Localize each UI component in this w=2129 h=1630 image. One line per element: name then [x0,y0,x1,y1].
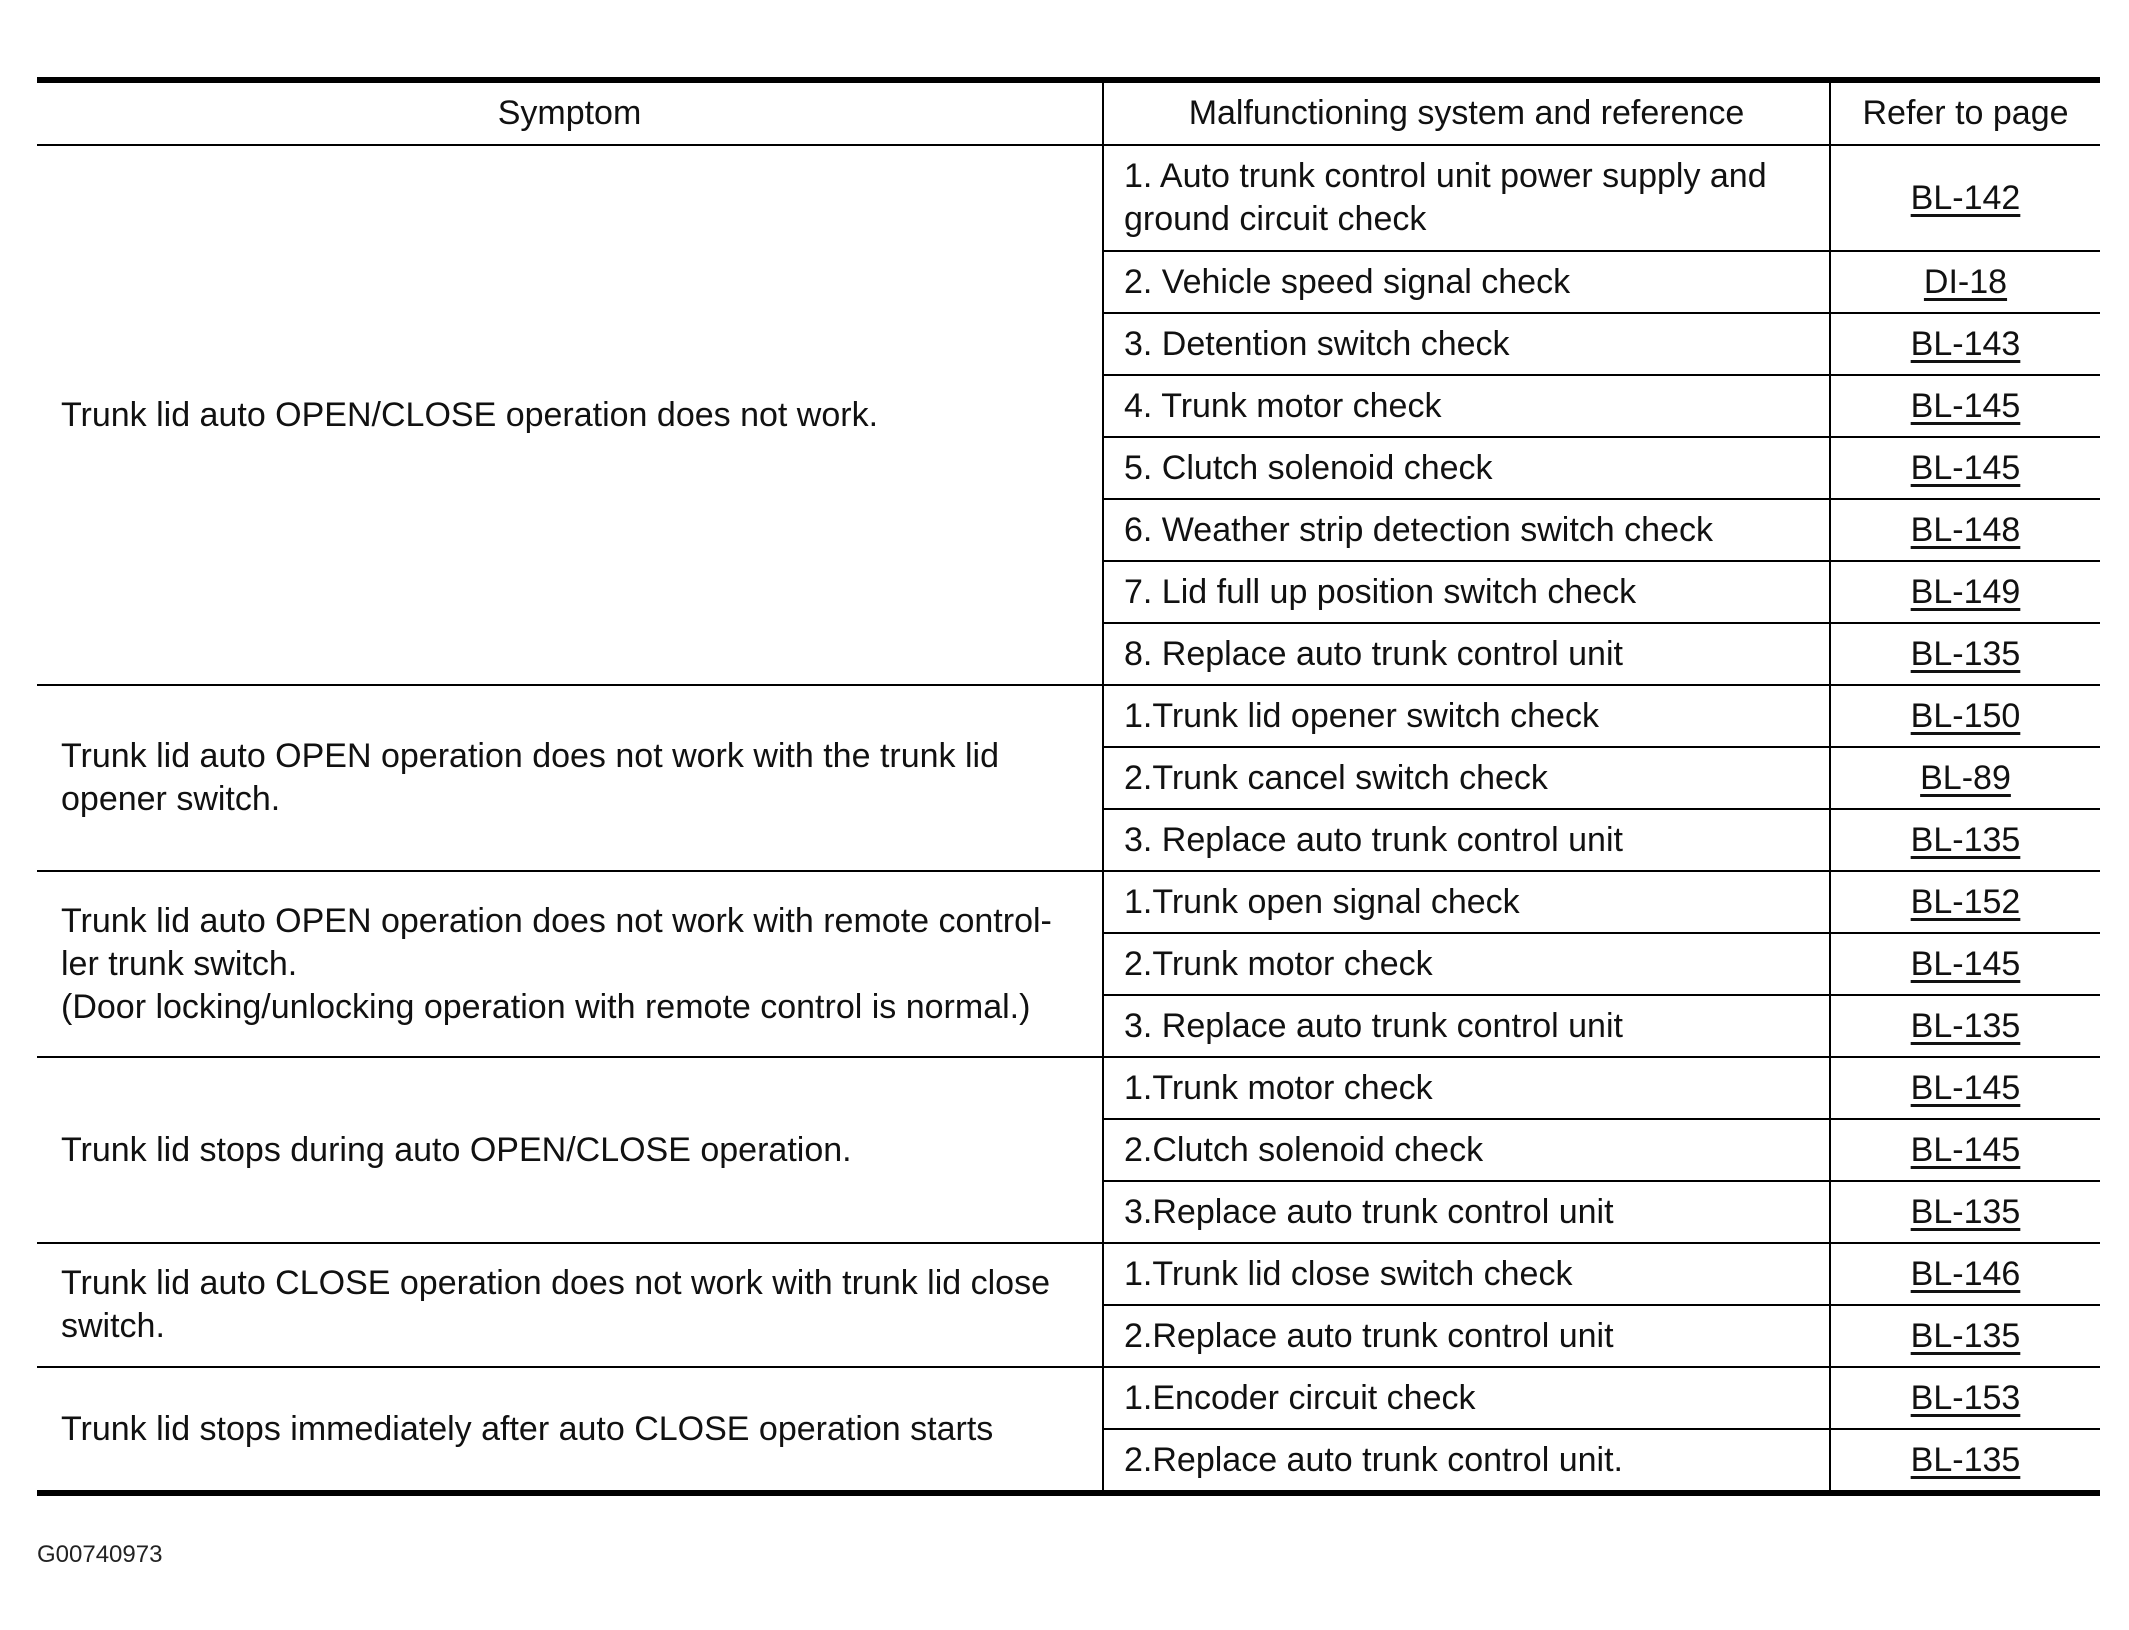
page-ref-link[interactable]: BL-135 [1910,820,2021,859]
page-ref-cell [1830,1243,2100,1305]
table-header-row [37,80,2100,145]
page-ref-cell [1830,251,2100,313]
system-cell: 1.Trunk motor check [1103,1057,1830,1119]
page-ref-link[interactable]: BL-145 [1910,1130,2021,1169]
system-cell: 1. Auto trunk control unit power supply and ground circuit check [1103,145,1830,251]
page-ref-link[interactable]: BL-135 [1910,634,2021,673]
page-ref-cell [1830,1119,2100,1181]
figure-id: G00740973 [37,1541,163,1568]
system-cell: 3. Replace auto trunk control unit [1103,995,1830,1057]
symptom-cell: Trunk lid stops immediately after auto CLOSE operation starts [37,1367,1103,1493]
page-ref-cell [1830,561,2100,623]
system-cell: 1.Trunk open signal check [1103,871,1830,933]
page-ref-cell [1830,499,2100,561]
symptom-cell: Trunk lid auto OPEN operation does not work with the trunk lid opener switch. [37,685,1103,871]
symptom-line: (Door locking/unlocking operation with remote control is normal.) [61,987,1031,1026]
page-ref-link[interactable]: BL-135 [1910,1006,2021,1045]
table-row [37,871,2100,933]
system-cell: 7. Lid full up position switch check [1103,561,1830,623]
page-ref-link[interactable]: BL-145 [1910,944,2021,983]
page-ref-link[interactable]: BL-145 [1910,1068,2021,1107]
page-ref-cell [1830,809,2100,871]
page-ref-link[interactable]: DI-18 [1923,262,2008,301]
symptom-line: ler trunk switch. [61,944,298,983]
page-ref-link[interactable]: BL-145 [1910,386,2021,425]
system-cell: 6. Weather strip detection switch check [1103,499,1830,561]
header-symptom: Symptom [37,80,1103,145]
page-ref-link[interactable]: BL-135 [1910,1316,2021,1355]
system-cell: 3. Replace auto trunk control unit [1103,809,1830,871]
page-ref-cell [1830,1181,2100,1243]
system-cell: 8. Replace auto trunk control unit [1103,623,1830,685]
system-cell: 1.Encoder circuit check [1103,1367,1830,1429]
system-cell: 3. Detention switch check [1103,313,1830,375]
page-ref-cell [1830,1305,2100,1367]
page-ref-cell [1830,685,2100,747]
symptom-cell: Trunk lid stops during auto OPEN/CLOSE operation. [37,1057,1103,1243]
system-cell: 5. Clutch solenoid check [1103,437,1830,499]
header-refer-to-page: Refer to page [1830,80,2100,145]
page-ref-link[interactable]: BL-148 [1910,510,2021,549]
page-ref-cell [1830,995,2100,1057]
system-cell: 1.Trunk lid close switch check [1103,1243,1830,1305]
system-cell: 2.Trunk cancel switch check [1103,747,1830,809]
page-ref-cell [1830,437,2100,499]
table-row [37,1367,2100,1429]
table-row [37,685,2100,747]
page-ref-link[interactable]: BL-135 [1910,1440,2021,1479]
symptom-cell [37,871,1103,1057]
page-ref-cell [1830,1429,2100,1493]
system-cell: 1.Trunk lid opener switch check [1103,685,1830,747]
symptom-cell: Trunk lid auto CLOSE operation does not work with trunk lid close switch. [37,1243,1103,1367]
symptom-cell: Trunk lid auto OPEN/CLOSE operation does not work. [37,145,1103,685]
system-cell: 2.Replace auto trunk control unit [1103,1305,1830,1367]
table-row [37,145,2100,251]
page-ref-link[interactable]: BL-146 [1910,1254,2021,1293]
system-cell: 2. Vehicle speed signal check [1103,251,1830,313]
page-ref-link[interactable]: BL-152 [1910,882,2021,921]
page-ref-link[interactable]: BL-142 [1910,178,2021,217]
page-ref-cell [1830,145,2100,251]
page-ref-link[interactable]: BL-135 [1910,1192,2021,1231]
page-ref-link[interactable]: BL-89 [1920,758,2011,797]
system-cell: 2.Trunk motor check [1103,933,1830,995]
page-ref-cell [1830,871,2100,933]
system-cell: 2.Clutch solenoid check [1103,1119,1830,1181]
system-cell: 4. Trunk motor check [1103,375,1830,437]
page-ref-cell [1830,1057,2100,1119]
page-ref-link[interactable]: BL-149 [1910,572,2021,611]
system-cell: 3.Replace auto trunk control unit [1103,1181,1830,1243]
page-ref-link[interactable]: BL-143 [1910,324,2021,363]
page-ref-cell [1830,1367,2100,1429]
page-ref-link[interactable]: BL-153 [1910,1378,2021,1417]
page-ref-link[interactable]: BL-150 [1910,696,2021,735]
page-ref-cell [1830,623,2100,685]
page-ref-cell [1830,933,2100,995]
symptom-line: Trunk lid auto OPEN operation does not work with remote control- [61,901,1052,940]
page-ref-link[interactable]: BL-145 [1910,448,2021,487]
page-ref-cell [1830,375,2100,437]
table-row [37,1057,2100,1119]
page-ref-cell [1830,747,2100,809]
header-malfunctioning-system: Malfunctioning system and reference [1103,80,1830,145]
page-ref-cell [1830,313,2100,375]
diagnosis-table [37,77,2100,1496]
system-cell: 2.Replace auto trunk control unit. [1103,1429,1830,1493]
table-row [37,1243,2100,1305]
